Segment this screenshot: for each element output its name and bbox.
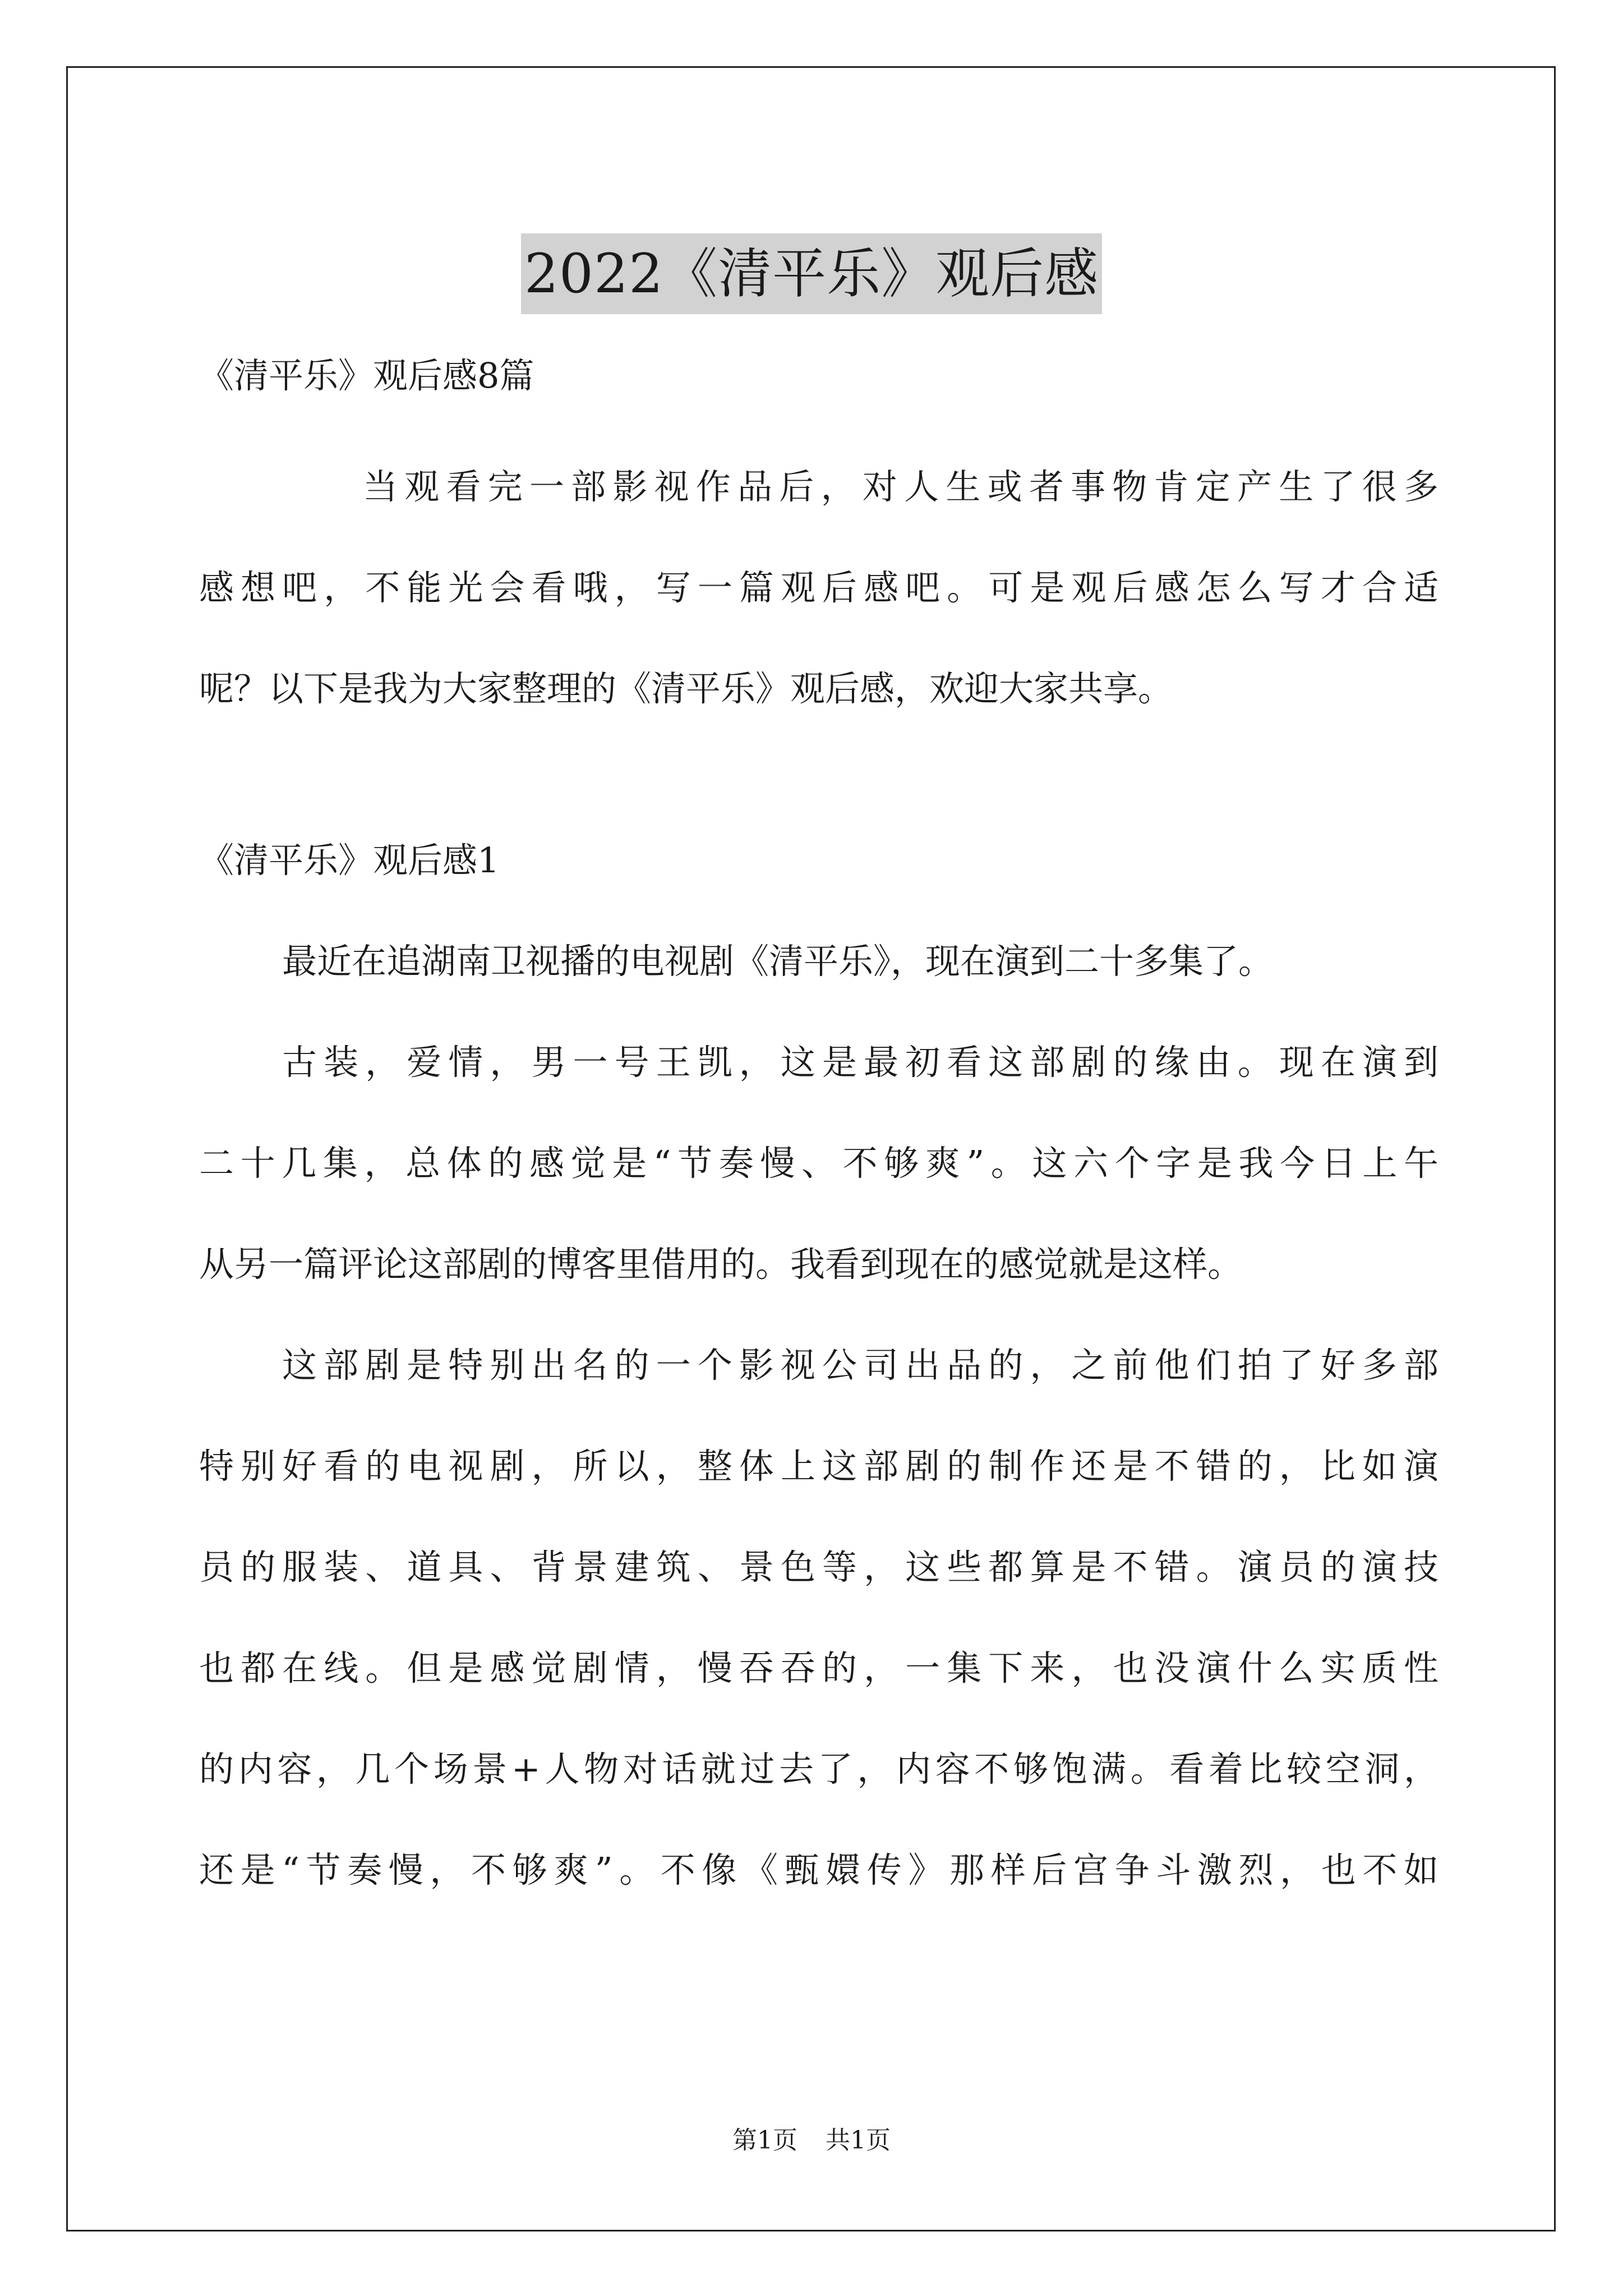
- page-total: 共1页: [826, 2126, 891, 2155]
- body-line: 还是“节奏慢，不够爽”。不像《甄嬛传》那样后宫争斗激烈，也不如: [199, 1849, 1438, 1890]
- body-line: 的内容，几个场景+人物对话就过去了，内容不够饱满。看着比较空洞，: [199, 1749, 1438, 1789]
- page-footer: [0, 2124, 1623, 2157]
- title-container: [0, 197, 1623, 351]
- body-line: 这部剧是特别出名的一个影视公司出品的，之前他们拍了好多部: [282, 1345, 1438, 1386]
- body-line: 古装，爱情，男一号王凯，这是最初看这部剧的缘由。现在演到: [282, 1042, 1438, 1083]
- intro-line: 感想吧，不能光会看哦，写一篇观后感吧。可是观后感怎么写才合适: [199, 567, 1438, 608]
- section-heading: 《清平乐》观后感1: [199, 840, 500, 881]
- page-number: 第1页: [732, 2126, 797, 2155]
- body-line: 员的服装、道具、背景建筑、景色等，这些都算是不错。演员的演技: [199, 1547, 1438, 1588]
- document-body: [199, 337, 1438, 1921]
- body-paragraph-1: [199, 911, 1438, 1012]
- body-paragraph-2: [199, 1012, 1438, 1315]
- intro-line: 呢？以下是我为大家整理的《清平乐》观后感，欢迎大家共享。: [199, 668, 1173, 709]
- body-paragraph-3: [199, 1315, 1438, 1921]
- spacer: [199, 415, 1438, 436]
- body-line: 也都在线。但是感觉剧情，慢吞吞的，一集下来，也没演什么实质性: [199, 1648, 1438, 1688]
- body-line: 从另一篇评论这部剧的博客里借用的。我看到现在的感觉就是这样。: [199, 1244, 1243, 1285]
- spacer: [199, 739, 1438, 810]
- document-subtitle: 《清平乐》观后感8篇: [199, 355, 534, 396]
- body-line: 最近在追湖南卫视播的电视剧《清平乐》，现在演到二十多集了。: [282, 941, 1274, 982]
- intro-line: 当观看完一部影视作品后，对人生或者事物肯定产生了很多: [363, 466, 1438, 507]
- document-title: 2022《清平乐》观后感: [521, 233, 1102, 314]
- body-line: 二十几集，总体的感觉是“节奏慢、不够爽”。这六个字是我今日上午: [199, 1143, 1438, 1184]
- intro-paragraph: [199, 436, 1438, 739]
- body-line: 特别好看的电视剧，所以，整体上这部剧的制作还是不错的，比如演: [199, 1446, 1438, 1487]
